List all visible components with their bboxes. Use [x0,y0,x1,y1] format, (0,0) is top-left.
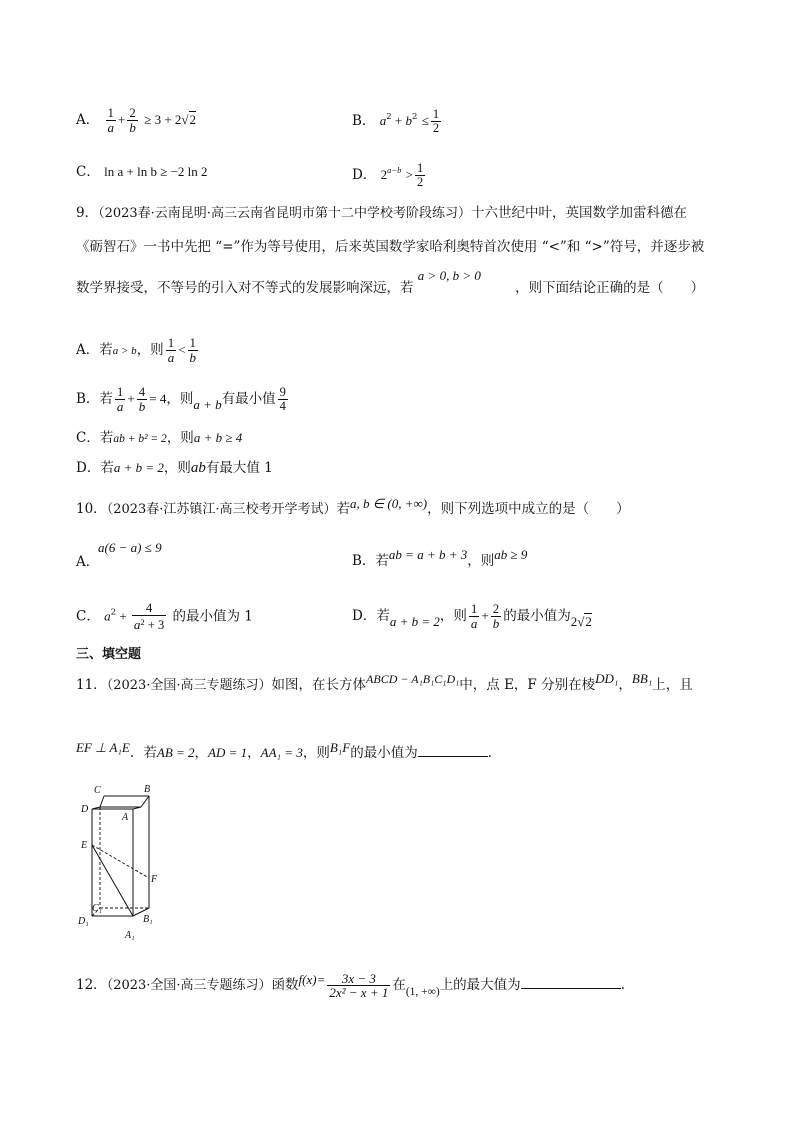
fraction: $\frac{1}{a}$ [116,385,124,414]
fraction: $\frac{1}{2}$ [432,107,440,135]
answer-blank[interactable] [418,742,488,757]
q8-opt-a-rhs: ≥ 3 + 2 [144,112,182,127]
q9-source: （2023春·云南昆明·高三云南省昆明市第十二中学校考阶段练习） [98,206,471,221]
fraction: $\frac{9}{4}$ [279,385,286,413]
q8-option-b[interactable]: B． $a^2 + b^2$ ≤ $\frac{1}{2}$ [352,107,440,135]
label-b: B [144,784,151,795]
q12-source: （2023·全国·高三专题练习） [106,978,272,993]
label-c: C [94,785,101,796]
label-d1: D₁ [78,916,89,927]
q9-stem-line1: 9．（2023春·云南昆明·高三云南省昆明市第十二中学校考阶段练习）十六世纪中叶，英国数学加雷科德在 [76,205,687,221]
q10-stem: 10．（2023春·江苏镇江·高三校考开学考试）若a, b ∈ (0, +∞)，则下列选项中成立的是（ ） [76,496,630,517]
section-heading-fill-in: 三、填空题 [76,647,142,662]
edge [100,796,104,807]
q11-source: （2023·全国·高三专题练习） [106,678,272,693]
q8-opt-c-expr: ln a + ln b ≥ −2 ln 2 [104,164,208,179]
q11-stem-line2: EF ⊥ A₁E．若AB = 2，AD = 1，AA₁ = 3，则B₁F的最小值为 ． [76,740,502,761]
q10-option-d[interactable]: D．若a + b = 2，则 $\frac{1}{a}$ + $\frac{2}{b}$ 的最小值为2√2 [352,602,592,631]
fraction: $\frac{2}{b}$ [492,602,500,631]
label-e: E [81,840,88,851]
answer-blank[interactable] [521,974,621,989]
label-d: D [81,804,89,815]
q10-option-c[interactable]: C． $a^2$ + $\frac{4}{a^2 + 3}$ 的最小值为 1 [76,601,253,632]
q12-stem: 12．（2023·全国·高三专题练习）函数f(x)= $\frac{3x - 3}{\text{2x² − x + 1}}$ 在(1, +∞)上的最大值为 ． [76,971,635,1000]
fraction: $\frac{1}{a}$ [167,336,175,365]
q9-stem-line3: 数学界接受，不等号的引入对不等式的发展影响深远，若 a > 0, b > 0 ，则下面结论正确的是（ ） [76,268,705,296]
fraction: $\frac{1}{2}$ [417,161,424,189]
q10-option-b[interactable]: B．若ab = a + b + 3，则ab ≥ 9 [352,547,528,569]
q11-stem-line1: 11．（2023·全国·高三专题练习）如图，在长方体ABCD − A₁B₁C₁D₁中，点 E，F 分别在棱DD₁，BB₁上，且 [76,671,693,693]
q9-option-b[interactable]: B．若 $\frac{1}{a}$ + $\frac{4}{b}$ = 4，则a + b有最小值 $\frac{9}{4}$ [76,385,286,414]
label-c1: C₁ [92,903,103,914]
label-f: F [151,874,158,885]
q8-option-c[interactable]: C． ln a + ln b ≥ −2 ln 2 [76,164,208,180]
fraction: $\frac{1}{b}$ [189,336,197,365]
q10-source: （2023春·江苏镇江·高三校考开学考试） [106,502,337,517]
fraction: $\frac{1}{a}$ [107,106,115,135]
q8-option-a[interactable]: A． $\frac{1}{a}$ + $\frac{2}{b}$ ≥ 3 + 2√2 [76,106,197,135]
label-b1: B₁ [143,914,153,925]
q10-option-a[interactable]: a(6 − a) ≤ 9 A． [76,540,162,570]
label-a1: A₁ [125,930,135,941]
q11-prism-figure [76,778,166,948]
fraction: $\frac{2}{b}$ [129,106,136,135]
fraction: $\frac{3x - 3}{\text{2x² − x + 1}}$ [329,971,389,1000]
q9-option-a[interactable]: A．若a > b，则 $\frac{1}{a}$ < $\frac{1}{b}$ [76,336,197,365]
q9-condition: a > 0, b > 0 [417,268,481,283]
q9-stem-line2: 《砺智石》一书中先把 “=”作为等号使用，后来英国数学家哈利奥特首次使用 “<”和 “>”符号，并逐步被 [76,239,705,255]
edge [141,796,149,807]
fraction: $\frac{4}{a^2 + 3}$ [133,601,165,632]
segment-ef [92,845,149,878]
fraction: $\frac{4}{b}$ [138,385,146,414]
q9-option-c[interactable]: C．若ab + b² = 2，则a + b ≥ 4 [76,430,243,446]
q8-option-d[interactable]: D． $2^{a-b}$ > $\frac{1}{2}$ [352,161,424,189]
q9-option-d[interactable]: D．若a + b = 2，则ab有最大值 1 [76,460,273,476]
label-a: A [122,812,129,823]
fraction: $\frac{1}{a}$ [470,602,478,631]
